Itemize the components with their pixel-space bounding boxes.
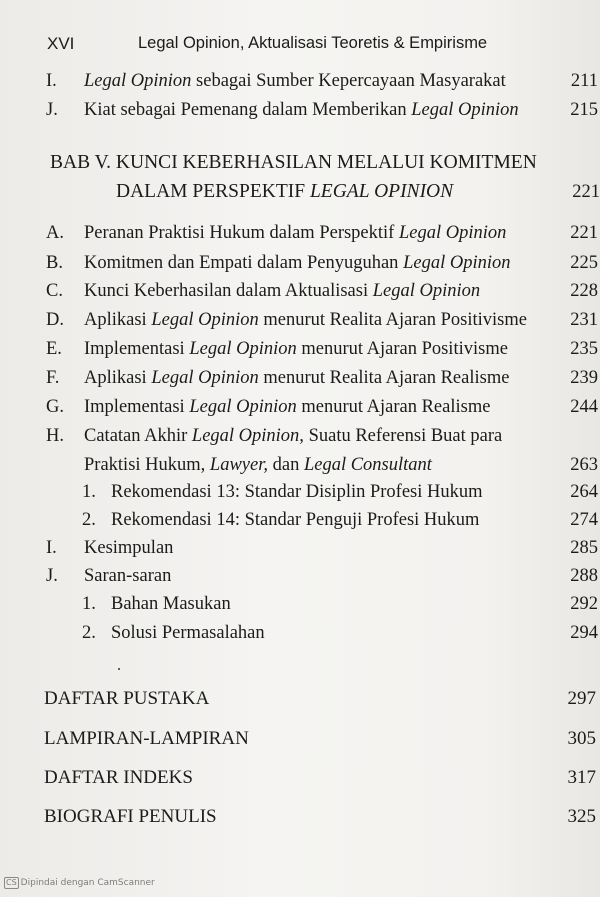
- toc-entry-title-part: Legal Opinion: [411, 100, 519, 120]
- toc-section-page: 305: [567, 728, 596, 749]
- toc-entry-marker: I.: [46, 71, 57, 91]
- toc-entry-title: [84, 252, 510, 274]
- toc-entry-title-part: Solusi Permasalahan: [111, 623, 265, 643]
- toc-entry-page: 228: [570, 281, 598, 301]
- toc-entry-page: 294: [570, 623, 598, 643]
- toc-entry-page: 264: [570, 482, 598, 502]
- toc-entry-title-part: Komitmen dan Empati dalam Penyuguhan: [84, 253, 404, 273]
- toc-entry-title-part: Implementasi: [84, 397, 190, 417]
- toc-entry-title: [84, 537, 173, 559]
- toc-section-page: 297: [567, 688, 596, 709]
- toc-entry-marker: 2.: [82, 623, 96, 643]
- toc-entry-page: 292: [570, 594, 598, 614]
- toc-entry-page: 239: [570, 368, 598, 388]
- toc-entry-title: [84, 280, 480, 302]
- toc-entry-title-part: Aplikasi: [84, 310, 152, 330]
- toc-entry-title-part: Praktisi Hukum,: [84, 455, 210, 475]
- toc-entry-title-part: Kiat sebagai Pemenang dalam Memberikan: [84, 100, 412, 120]
- toc-entry-title: [84, 338, 508, 360]
- toc-entry-title-part: Catatan Akhir: [84, 426, 192, 446]
- toc-entry-title-part: Legal Opinion,: [191, 426, 304, 446]
- toc-entry-marker: E.: [46, 339, 62, 359]
- toc-entry-title-part: menurut Realita Ajaran Realisme: [258, 368, 510, 388]
- toc-entry-title: [111, 509, 479, 531]
- toc-entry-marker: I.: [46, 538, 57, 558]
- speck: [118, 668, 120, 670]
- chapter-title-line1: BAB V. KUNCI KEBERHASILAN MELALUI KOMITMEN: [50, 152, 537, 173]
- toc-section-title: BIOGRAFI PENULIS: [44, 806, 217, 827]
- toc-entry-marker: A.: [46, 223, 64, 243]
- toc-entry-title: [84, 396, 490, 418]
- toc-entry-page: 274: [570, 510, 598, 530]
- toc-entry-title: [84, 309, 527, 331]
- toc-entry-marker: B.: [46, 253, 63, 273]
- toc-entry-page: 231: [570, 310, 598, 330]
- toc-entry-marker: J.: [46, 100, 58, 120]
- toc-entry-marker: F.: [46, 368, 60, 388]
- toc-entry-title-part: Aplikasi: [84, 368, 152, 388]
- toc-entry-title-part: Legal Opinion: [151, 310, 259, 330]
- toc-entry-title-part: Legal Opinion: [84, 71, 192, 91]
- toc-entry-title-part: Legal Opinion: [189, 397, 297, 417]
- toc-entry-title-part: Saran-saran: [84, 566, 172, 586]
- toc-entry-marker: 2.: [82, 510, 96, 530]
- scanner-watermark: [4, 877, 155, 889]
- toc-entry-page: 221: [570, 223, 598, 243]
- header-page-number: XVI: [47, 34, 75, 53]
- toc-entry-page: 225: [570, 253, 598, 273]
- toc-section-title: DAFTAR INDEKS: [44, 767, 193, 788]
- toc-entry-title-part: Kunci Keberhasilan dalam Aktualisasi: [84, 281, 373, 301]
- toc-entry-title-part: Peranan Praktisi Hukum dalam Perspektif: [84, 223, 399, 243]
- toc-entry-title: [84, 425, 502, 447]
- toc-entry-title-part: Bahan Masukan: [111, 594, 231, 614]
- toc-entry-page: 263: [570, 455, 598, 475]
- toc-entry-title-part: menurut Ajaran Realisme: [296, 397, 491, 417]
- toc-entry-title-part: Legal Opinion: [151, 368, 259, 388]
- toc-entry-title: [84, 454, 432, 476]
- toc-entry-title-part: dan: [267, 455, 304, 475]
- toc-entry-title-part: Rekomendasi 14: Standar Penguji Profesi Hukum: [111, 510, 480, 530]
- toc-entry-title-part: Suatu Referensi Buat para: [303, 426, 503, 446]
- toc-entry-title: [84, 565, 171, 587]
- toc-entry-marker: C.: [46, 281, 63, 301]
- toc-entry-title: [84, 222, 506, 244]
- toc-section-title: LAMPIRAN-LAMPIRAN: [44, 728, 249, 749]
- toc-section-page: 325: [567, 806, 596, 827]
- toc-entry-page: 288: [570, 566, 598, 586]
- toc-section-page: 317: [567, 767, 596, 788]
- toc-entry-marker: J.: [46, 566, 58, 586]
- toc-entry-title-part: Legal Opinion: [398, 223, 507, 243]
- toc-entry-marker: 1.: [82, 482, 96, 502]
- toc-entry-page: 235: [570, 339, 598, 359]
- page-header: [0, 34, 600, 58]
- toc-entry-title: [111, 593, 231, 615]
- toc-entry-marker: G.: [46, 397, 64, 417]
- scanner-text: Dipindai dengan CamScanner: [20, 878, 155, 888]
- toc-entry-title-part: Kesimpulan: [84, 538, 174, 558]
- toc-entry-title-part: menurut Realita Ajaran Positivisme: [258, 310, 527, 330]
- toc-entry-title-part: sebagai Sumber Kepercayaan Masyarakat: [191, 71, 506, 91]
- toc-entry-title-part: Legal Opinion: [403, 253, 511, 273]
- toc-entry-title-part: Legal Opinion: [372, 281, 481, 301]
- toc-entry-title-part: Legal Opinion: [189, 339, 297, 359]
- toc-entry-page: 215: [570, 100, 598, 120]
- toc-entry-title-part: menurut Ajaran Positivisme: [296, 339, 508, 359]
- toc-entry-title: [84, 367, 509, 389]
- toc-entry-title-part: Lawyer,: [209, 455, 268, 475]
- toc-entry-marker: D.: [46, 310, 64, 330]
- toc-entry-page: 211: [570, 71, 598, 91]
- toc-entry-title: [111, 622, 265, 644]
- chapter-title-line2: DALAM PERSPEKTIF LEGAL OPINION: [116, 181, 454, 202]
- toc-entry-title-part: Implementasi: [84, 339, 190, 359]
- toc-entry-title: [111, 481, 483, 503]
- toc-entry-title: [84, 99, 519, 121]
- toc-entry-marker: 1.: [82, 594, 96, 614]
- toc-section-title: DAFTAR PUSTAKA: [44, 688, 210, 709]
- chapter-page: 221: [572, 182, 600, 202]
- toc-entry-title-part: Rekomendasi 13: Standar Disiplin Profesi Hukum: [111, 482, 483, 502]
- header-book-title: Legal Opinion, Aktualisasi Teoretis & Empirisme: [138, 34, 488, 52]
- toc-entry-title: [84, 70, 506, 92]
- camscanner-icon: CS: [6, 878, 17, 887]
- toc-entry-page: 244: [570, 397, 598, 417]
- toc-entry-page: 285: [570, 538, 598, 558]
- toc-entry-title-part: Legal Consultant: [303, 455, 432, 475]
- toc-entry-marker: H.: [46, 426, 64, 446]
